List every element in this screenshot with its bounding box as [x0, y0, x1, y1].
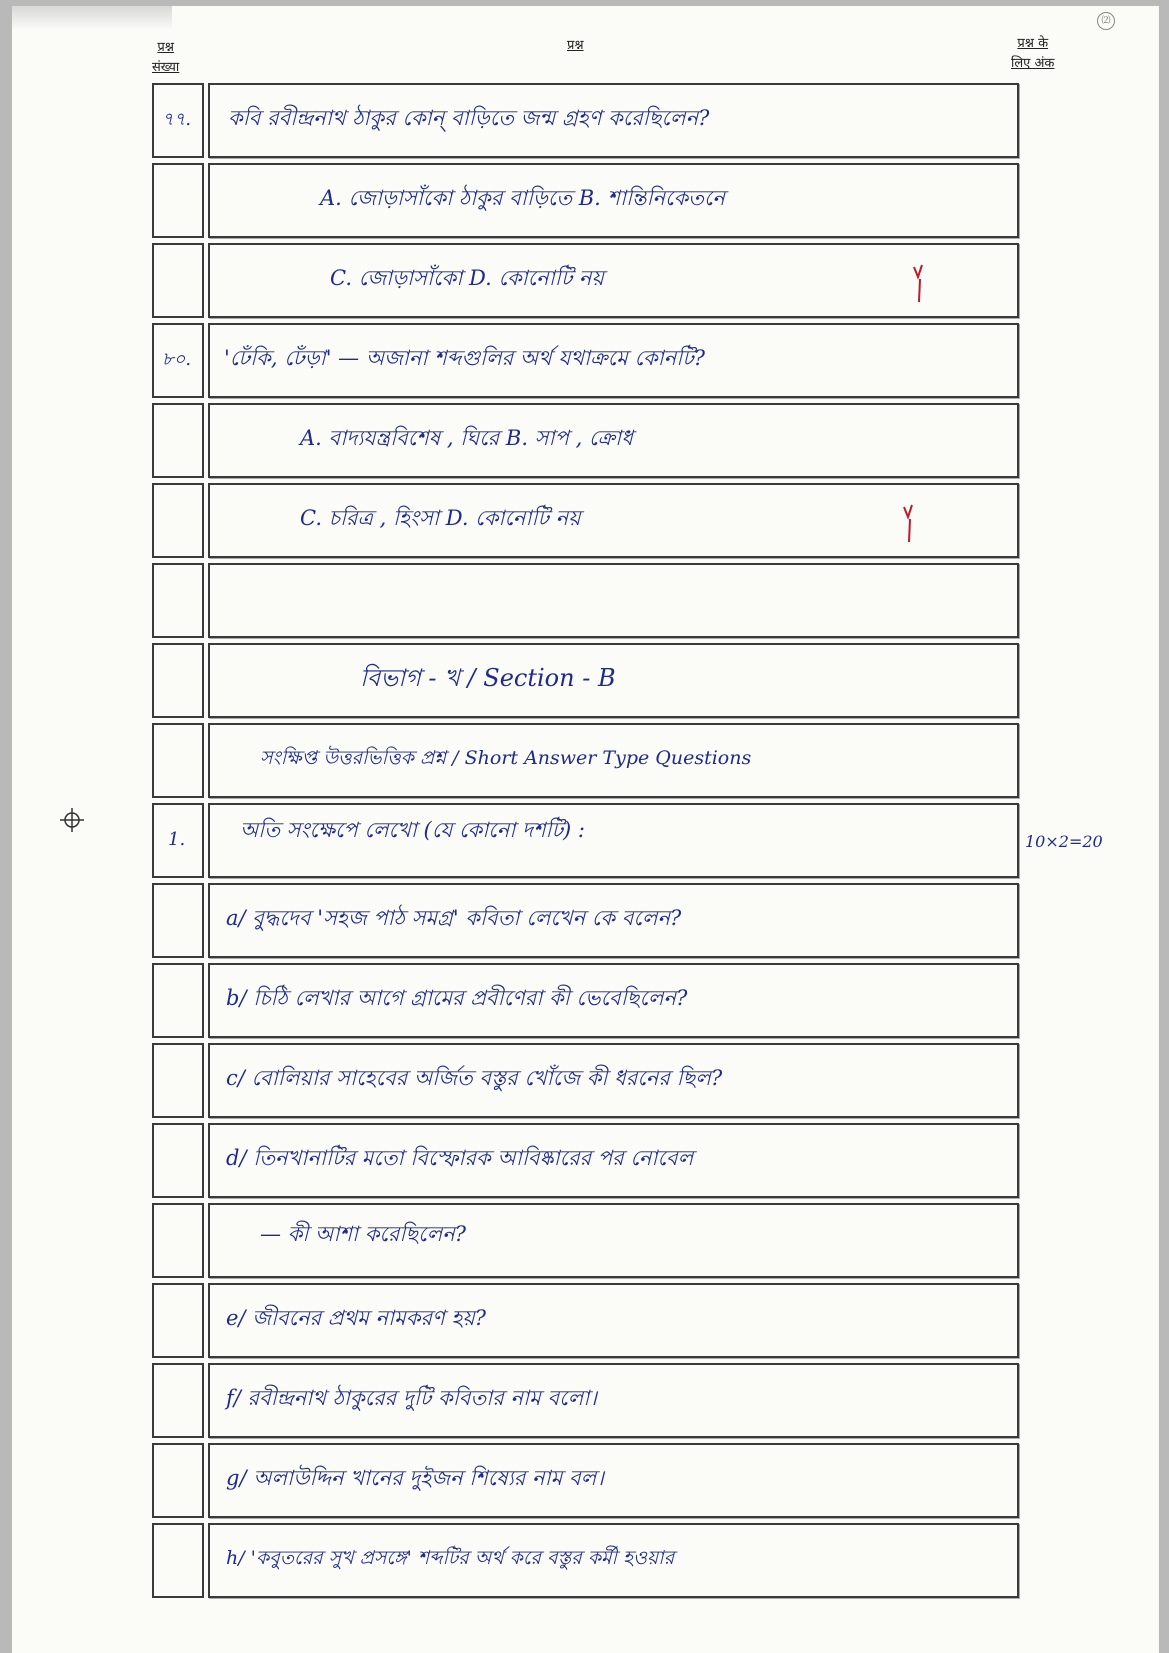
question-number-cell	[152, 323, 204, 398]
option-row	[152, 483, 1019, 558]
sub-question-text: — কী আশা করেছিলেন?	[260, 1222, 467, 1246]
question-text-cell	[208, 643, 1019, 718]
question-text-cell	[208, 83, 1019, 158]
page-number-stamp: ⑵	[1097, 12, 1115, 30]
checkmark-icon	[910, 257, 930, 307]
sub-question-text: e/ জীবনের প্রথম নামকরণ হয়?	[226, 1306, 487, 1330]
question-text-cell	[208, 1203, 1019, 1278]
question-number-cell	[152, 403, 204, 478]
header-marks-line2: लिए अंक	[1011, 56, 1055, 71]
option-text: A. জোড়াসাঁকো ঠাকুর বাড়িতে B. শান্তিনিকেতনে	[320, 186, 725, 210]
sub-question-row	[152, 1523, 1019, 1598]
question-row	[152, 83, 1019, 158]
question-number-cell	[152, 1203, 204, 1278]
sub-question-row	[152, 1283, 1019, 1358]
section-heading: বিভাগ - খ / Section - B	[360, 664, 616, 692]
question-text-cell	[208, 1123, 1019, 1198]
question-number-cell	[152, 483, 204, 558]
sub-question-row	[152, 883, 1019, 958]
question-text-cell	[208, 1523, 1019, 1598]
sub-question-text: b/ চিঠি লেখার আগে গ্রামের প্রবীণেরা কী ভেবেছিলেন?	[226, 986, 688, 1010]
question-number-cell	[152, 963, 204, 1038]
question-text-cell	[208, 803, 1019, 878]
answer-sheet-page	[12, 6, 1159, 1653]
question-number: ৭৭.	[162, 109, 192, 130]
blank-row	[152, 563, 1019, 638]
sub-question-row	[152, 963, 1019, 1038]
sub-question-text: d/ তিনখানাটির মতো বিস্ফোরক আবিষ্কারের পর নোবেল	[226, 1146, 694, 1170]
question-number: ৮০.	[162, 349, 192, 370]
sub-question-text: h/ 'কবুতরের সুখ প্রসঙ্গে' শব্দটির অর্থ করে বস্তুর কর্মী হওয়ার	[226, 1547, 675, 1569]
question-number-cell	[152, 1363, 204, 1438]
registration-crosshair-icon	[60, 808, 84, 832]
header-marks	[1011, 34, 1054, 74]
question-number-cell	[152, 1043, 204, 1118]
option-row	[152, 243, 1019, 318]
question-number-cell	[152, 883, 204, 958]
question-text-cell	[208, 1283, 1019, 1358]
question-text-cell	[208, 1043, 1019, 1118]
option-row	[152, 403, 1019, 478]
question-number-cell	[152, 723, 204, 798]
question-text-cell	[208, 1443, 1019, 1518]
question-number-cell	[152, 643, 204, 718]
question-text-cell	[208, 323, 1019, 398]
header-question: प्रश्न	[567, 38, 584, 53]
page-fold-shadow	[12, 6, 172, 30]
question-text-cell	[208, 1363, 1019, 1438]
question-number-cell	[152, 1523, 204, 1598]
header-question-number	[152, 38, 179, 78]
question-number-cell	[152, 1283, 204, 1358]
question-row	[152, 803, 1019, 878]
option-text: C. চরিত্র , হিংসা D. কোনোটি নয়	[300, 506, 581, 530]
question-number-cell	[152, 803, 204, 878]
sub-question-row	[152, 1363, 1019, 1438]
question-text-cell	[208, 963, 1019, 1038]
section-heading-row	[152, 643, 1019, 718]
question-number-cell	[152, 563, 204, 638]
sub-question-text: g/ অলাউদ্দিন খানের দুইজন শিষ্যের নাম বল।	[226, 1466, 604, 1490]
subheading-row	[152, 723, 1019, 798]
question-text: 'ঢেঁকি, ঢেঁড়া' — অজানা শব্দগুলির অর্থ যথাক্রমে কোনটি?	[224, 346, 705, 370]
question-row	[152, 323, 1019, 398]
sub-question-text: f/ রবীন্দ্রনাথ ঠাকুরের দুটি কবিতার নাম বলো।	[226, 1386, 597, 1410]
question-number-cell	[152, 243, 204, 318]
question-text-cell	[208, 243, 1019, 318]
question-text-cell	[208, 723, 1019, 798]
option-text: A. বাদ্যযন্ত্রবিশেষ , ঘিরে B. সাপ , ক্রোধ	[300, 426, 633, 450]
option-row	[152, 163, 1019, 238]
question-text-cell	[208, 563, 1019, 638]
header-number-line1: प्रश्न	[157, 40, 174, 55]
marks-value: 10×2=20	[1025, 832, 1103, 851]
header-number-line2: संख्या	[152, 60, 180, 75]
question-text-cell	[208, 403, 1019, 478]
sub-question-row	[152, 1123, 1019, 1198]
question-text-cell	[208, 163, 1019, 238]
question-text-cell	[208, 483, 1019, 558]
sub-question-text: a/ বুদ্ধদেব 'সহজ পাঠ সমগ্র' কবিতা লেখেন কে বলেন?	[226, 906, 682, 930]
question-text-cell	[208, 883, 1019, 958]
section-subheading: সংক্ষিপ্ত উত্তরভিত্তিক প্রশ্ন / Short Answer Type Questions	[260, 747, 752, 769]
question-text: অতি সংক্ষেপে লেখো (যে কোনো দশটি) :	[240, 818, 585, 842]
question-number: 1.	[168, 829, 186, 850]
header-marks-line1: प्रश्न के	[1017, 36, 1049, 51]
checkmark-icon	[900, 497, 920, 547]
sub-question-row	[152, 1443, 1019, 1518]
option-text: C. জোড়াসাঁকো D. কোনোটি নয়	[330, 266, 604, 290]
question-number-cell	[152, 163, 204, 238]
sub-question-row	[152, 1203, 1019, 1278]
sub-question-row	[152, 1043, 1019, 1118]
question-number-cell	[152, 1443, 204, 1518]
question-number-cell	[152, 83, 204, 158]
question-text: কবি রবীন্দ্রনাথ ঠাকুর কোন্ বাড়িতে জন্ম গ্রহণ করেছিলেন?	[228, 106, 710, 130]
question-number-cell	[152, 1123, 204, 1198]
sub-question-text: c/ বোলিয়ার সাহেবের অর্জিত বস্তুর খোঁজে কী ধরনের ছিল?	[226, 1066, 723, 1090]
